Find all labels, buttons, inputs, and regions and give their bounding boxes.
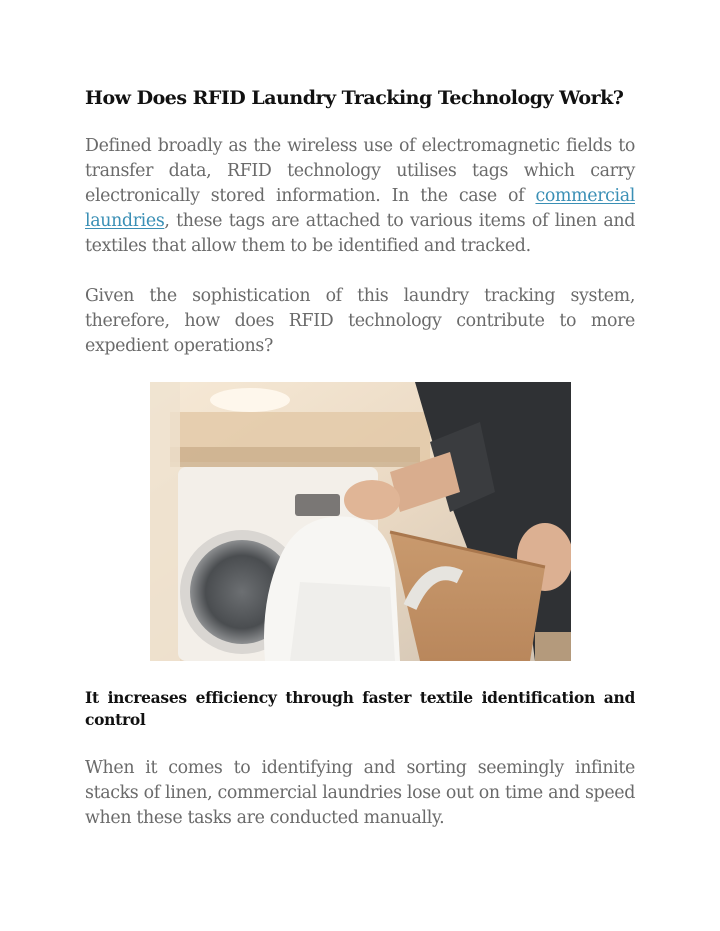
intro-text-start: Defined broadly as the wireless use of electromagnetic fields to transfer data, RFID technology utilises tags which carry electronically stored information. In the case of <box>85 136 635 206</box>
section-subheading: It increases efficiency through faster textile identification and control <box>85 688 635 729</box>
question-paragraph: Given the sophistication of this laundry tracking system, therefore, how does RFID technology contribute to more expedient operations? <box>85 286 635 356</box>
section-paragraph: When it comes to identifying and sorting seemingly infinite stacks of linen, commercial laundries lose out on time and speed when these tasks are conducted manually. <box>85 758 635 828</box>
intro-text-end: , these tags are attached to various items of linen and textiles that allow them to be identified and tracked. <box>85 211 635 256</box>
intro-paragraph <box>85 134 635 259</box>
laundry-basket-photo <box>150 382 571 661</box>
commercial-laundries-link[interactable]: commercial laundries <box>85 186 635 231</box>
page-heading: How Does RFID Laundry Tracking Technology Work? <box>85 87 624 109</box>
